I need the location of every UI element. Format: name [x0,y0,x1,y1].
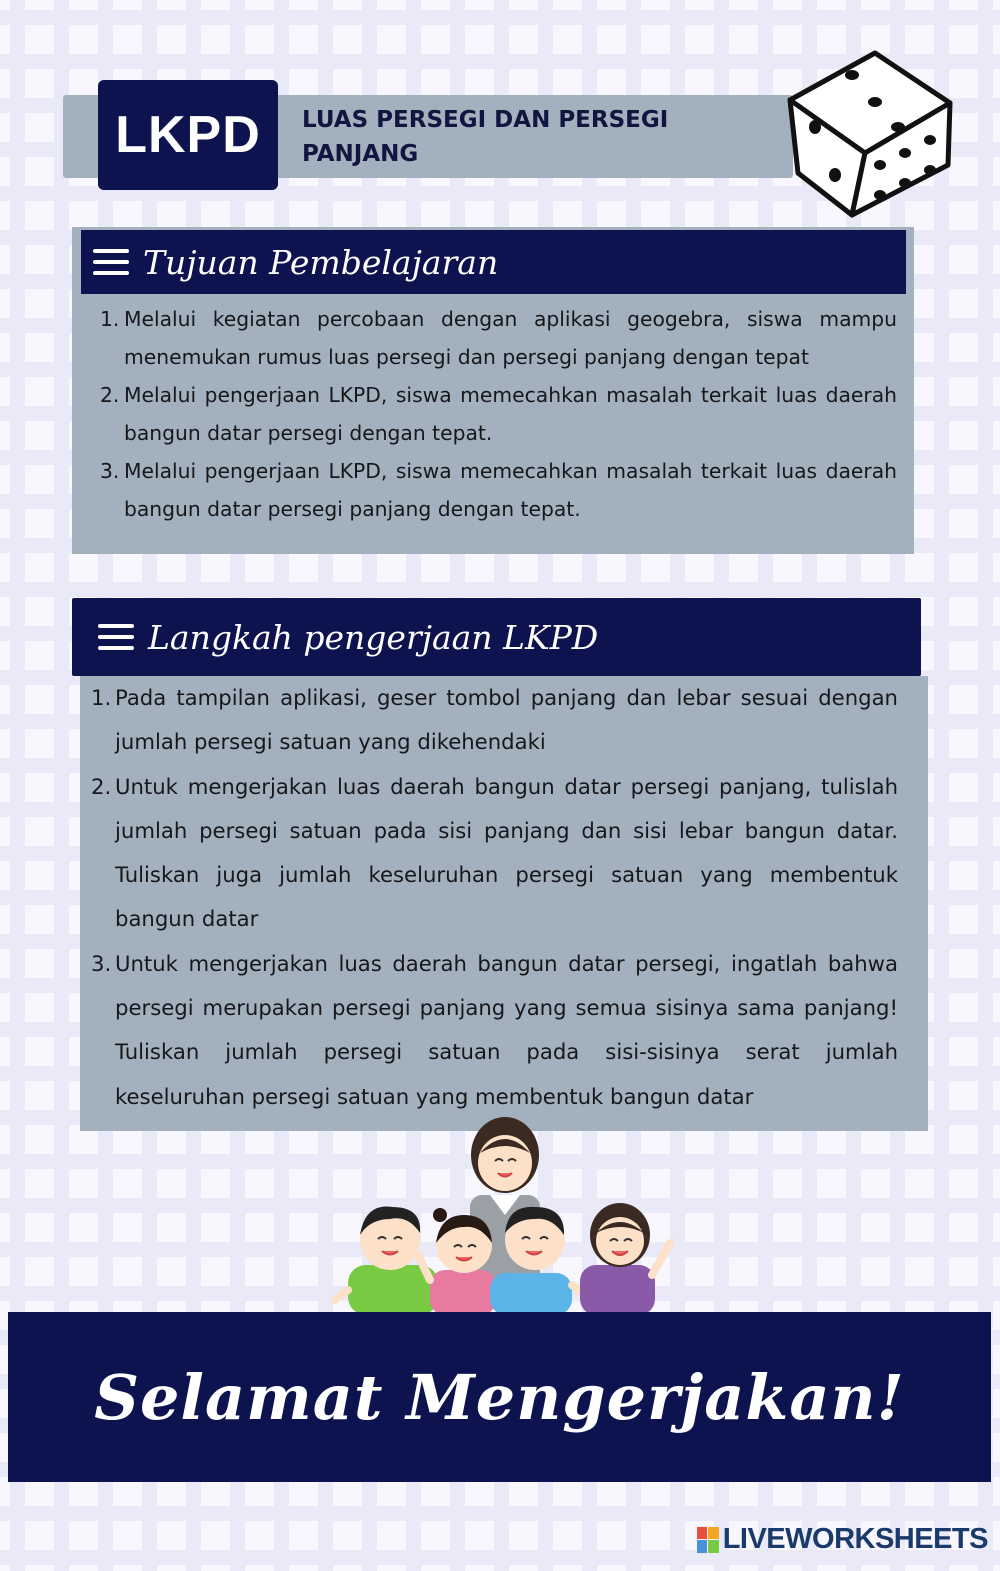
list-item-text: Melalui pengerjaan LKPD, siswa memecahkan masalah terkait luas daerah bangun datar persegi panjang dengan tepat. [124,459,897,521]
objectives-header [81,230,906,294]
list-item-text: Melalui kegiatan percobaan dengan aplikasi geogebra, siswa mampu menemukan rumus luas persegi dan persegi panjang dengan tepat [124,307,897,369]
list-item-number: 1. [91,685,112,710]
objectives-list [100,300,897,528]
menu-icon [93,249,129,275]
page-title: LUAS PERSEGI DAN PERSEGI PANJANG [302,107,669,167]
list-item-number: 3. [91,950,112,976]
dice-icon [780,45,960,225]
student-figure [580,1203,670,1315]
list-item [100,300,897,376]
list-item [91,676,898,765]
objectives-card [72,227,914,554]
list-item-number: 1. [100,307,120,331]
list-item-text: Pada tampilan aplikasi, geser tombol panjang dan lebar sesuai dengan jumlah persegi satuan yang dikehendaki [115,685,898,755]
list-item [91,942,898,1119]
list-item-text: Untuk mengerjakan luas daerah bangun datar persegi panjang, tulislah jumlah persegi satuan pada sisi panjang dan sisi lebar bangun datar. Tuliskan juga jumlah keseluruhan persegi satuan yang membentuk bangun datar [115,773,898,932]
lkpd-badge-text: LKPD [115,106,261,164]
list-item-text: Untuk mengerjakan luas daerah bangun datar persegi, ingatlah bahwa persegi merupakan persegi panjang yang semua sisinya sama panjang! Tuliskan jumlah persegi satuan pada sisi-sisinya serat jumlah keseluruhan persegi satuan yang membentuk bangun datar [115,950,898,1109]
list-item-number: 3. [100,459,120,483]
steps-title: Langkah pengerjaan LKPD [148,617,599,657]
footer-banner [8,1312,991,1482]
lkpd-badge [98,80,278,190]
list-item-number: 2. [100,383,120,407]
menu-icon [98,624,134,650]
footer-text: Selamat Mengerjakan! [94,1360,905,1434]
liveworksheets-logo-icon [697,1527,719,1553]
list-item-text: Melalui pengerjaan LKPD, siswa memecahkan masalah terkait luas daerah bangun datar persegi dengan tepat. [124,383,897,445]
liveworksheets-watermark[interactable] [697,1523,988,1556]
steps-card [80,676,928,1131]
list-item [100,452,897,528]
steps-header [72,598,921,676]
list-item [91,765,898,942]
list-item [100,376,897,452]
list-item-number: 2. [91,773,112,799]
objectives-title: Tujuan Pembelajaran [143,242,499,282]
teacher-students-illustration [330,1115,680,1320]
watermark-text: LIVEWORKSHEETS [722,1523,988,1555]
steps-list [91,676,898,1119]
